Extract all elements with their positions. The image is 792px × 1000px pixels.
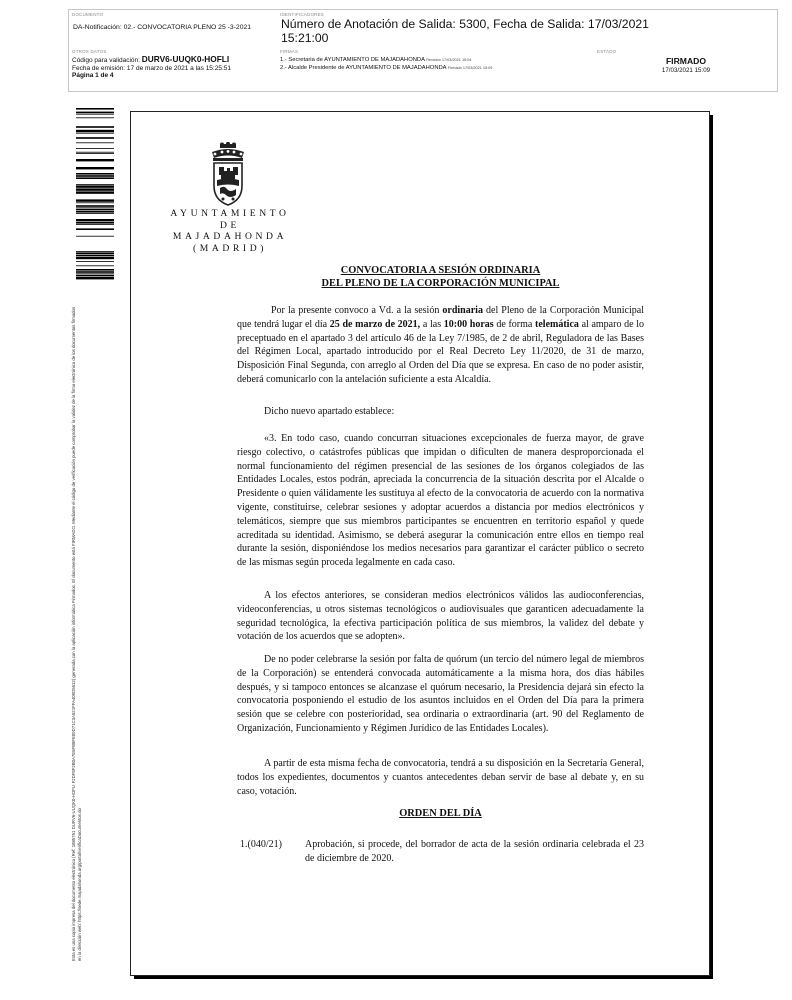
paragraph-quorum: De no poder celebrarse la sesión por falta de quórum (un tercio del número legal de miembros de la Corporación) se entenderá convocada automáticamente a la misma hora, dos días hábiles después, y si tampoco entonces se alcanzase el quórum necesario, la Presidencia dejará sin efecto la convocatoria posponiendo el estudio de los asuntos incluidos en el Orden del Día para la primera sesión que se celebre con posterioridad, sea ordinaria o extraordinaria (art. 90 del Reglamento de Organización, Funcionamiento y Régimen Jurídico de las Entidades Locales). <box>237 654 644 734</box>
p1-hora: 10:00 horas <box>443 318 494 330</box>
otros-label: OTROS DATOS <box>72 49 107 54</box>
otros-datos <box>72 56 276 80</box>
firma-1-text: 1.- Secretaria de AYUNTAMIENTO DE MAJADAHONDA <box>280 57 425 63</box>
letterhead <box>160 208 300 255</box>
codigo-label: Código para validación: <box>72 57 140 64</box>
page-shadow-right <box>710 115 713 979</box>
documento-cell <box>69 10 277 47</box>
page-number: Página 1 de 4 <box>72 72 114 80</box>
p1-text-e: a las <box>420 318 444 330</box>
p1-text-a: Por la presente convoco a Vd. a la sesión <box>271 305 443 316</box>
title-line-1: CONVOCATORIA A SESIÓN ORDINARIA <box>340 265 541 276</box>
coat-of-arms-icon <box>206 142 250 208</box>
firma-1-meta: Revisión 17/03/2021 15:04 <box>426 58 472 62</box>
documento-value: DA-Notificación: 02.- CONVOCATORIA PLENO 25 -3-2021 <box>73 24 252 31</box>
agenda-item-text: Aprobación, si procede, del borrador de acta de la sesión ordinaria celebrada el 23 de diciembre de 2020. <box>305 839 644 864</box>
title-line-2: DEL PLENO DE LA CORPORACIÓN MUNICIPAL <box>321 277 560 289</box>
agenda-item-number: 1.(040/21) <box>240 839 282 850</box>
identificadores-cell <box>277 10 778 47</box>
estado-value <box>594 56 778 74</box>
identificadores-value: Número de Anotación de Salida: 5300, Fecha de Salida: 17/03/2021 15:21:00 <box>281 17 649 45</box>
documento-label: DOCUMENTO <box>72 12 104 17</box>
paragraph-quote-1: «3. En todo caso, cuando concurran situaciones excepcionales de fuerza mayor, de grave riesgo colectivo, o catástrofes públicas que impidan o dificulten de manera desproporcionada el normal funcionamiento del régimen presencial de las sesiones de los órganos colegiados de las Entidades Locales, estos podrán, apreciada la concurrencia de la situación descrita por el Alcalde o Presidente o quien válidamente les sustituya al efecto de la convocatoria de acuerdo con la normativa vigente, constituirse, celebrar sesiones y adoptar acuerdos a distancia por medios electrónicos y telemáticos, siempre que sus miembros participantes se encuentren en territorio español y quede acreditada su identidad. Asimismo, se deberá asegurar la comunicación entre ellos en tiempo real durante la sesión, disponiéndose los medios necesarios para garantizar el carácter público o secreto de las mismas según proceda legalmente en cada caso. <box>237 433 644 569</box>
letterhead-line-3: (MADRID) <box>192 243 268 255</box>
letterhead-line-2: MAJADAHONDA <box>172 231 288 243</box>
firmas-cell <box>277 47 594 92</box>
estado-cell <box>594 47 778 92</box>
status-badge: FIRMADO <box>665 56 707 66</box>
p1-fecha: 25 de marzo de 2021, <box>329 318 421 330</box>
codigo-validacion[interactable]: DURV6-UUQK0-HOFLI <box>141 54 230 64</box>
document-header <box>68 9 778 92</box>
estado-label: ESTADO <box>597 49 617 54</box>
paragraph-expedientes: A partir de esta misma fecha de convocatoria, tendrá a su disposición en la Secretaría General, todos los expedientes, documentos y cuantos antecedentes deban servir de base al debate y, en su caso, votación. <box>237 758 644 797</box>
estado-fecha: 17/03/2021 15:09 <box>661 67 711 74</box>
firma-2-meta: Firmado 17/03/2021 15:09 <box>447 66 493 70</box>
firma-1 <box>280 56 592 64</box>
firmas-list <box>280 56 592 72</box>
fecha-emision: Fecha de emisión: 17 de marzo de 2021 a las 15:25:51 <box>72 64 231 72</box>
identificadores-label: IDENTIFICADORES <box>280 12 325 17</box>
firmas-label: FIRMAS <box>280 49 299 54</box>
p1-text-c: del Pleno de la Corporación Municipal que tendrá lugar el día <box>237 305 644 330</box>
paragraph-convocatoria <box>237 304 644 387</box>
otros-datos-cell <box>69 47 277 92</box>
firma-2 <box>280 64 592 72</box>
validation-sidetext: Esta es una copia impresa del documento electrónico (Ref: 1885751 DURV6-UUQK0-HOFLI F2DF8F2B0A7E6FB8FE09D71C3A521FFA409D5612) generada con la aplicación informática Firmadoc. El documento está FIRMADO. Mediante el código de verificación puede comprobar la validez de la firma electrónica de los documentos firmados en la dirección web: https://sede.majadahonda.org/portal/verificaDocumentos.do <box>71 306 82 961</box>
p1-text-g: de forma <box>493 318 536 330</box>
firma-2-text: 2.- Alcalde Presidente de AYUNTAMIENTO DE MAJADAHONDA <box>280 65 447 71</box>
letterhead-line-1: AYUNTAMIENTO DE <box>170 208 290 231</box>
paragraph-establece: Dicho nuevo apartado establece: <box>264 406 395 417</box>
document-title <box>237 265 644 290</box>
p1-text-i: al amparo de lo preceptuado en el apartado 3 del artículo 46 de la Ley 7/1985, de 2 de abril, Reguladora de las Bases del Régimen Local, apartado introducido por el Real Decreto Ley 11/2020, de 31 de marzo, Disposición Final Segunda, con arreglo al Orden del Día que se expresa. En caso de no poder asistir, deberá comunicarlo con la antelación suficiente a esta Alcaldía. <box>237 318 645 385</box>
page-shadow-bottom <box>134 976 713 979</box>
barcode-icon <box>76 108 114 280</box>
p1-sesion-tipo: ordinaria <box>442 305 483 316</box>
paragraph-quote-2: A los efectos anteriores, se consideran medios electrónicos válidos las audioconferencias, videoconferencias, u otros sistemas tecnológicos o audiovisuales que garanticen adecuadamente la seguridad tecnológica, la efectiva participación política de sus miembros, la validez del debate y votación de los acuerdos que se adopten». <box>237 590 644 643</box>
p1-modalidad: telemática <box>535 318 579 330</box>
orden-del-dia-title: ORDEN DEL DÍA <box>399 808 482 819</box>
